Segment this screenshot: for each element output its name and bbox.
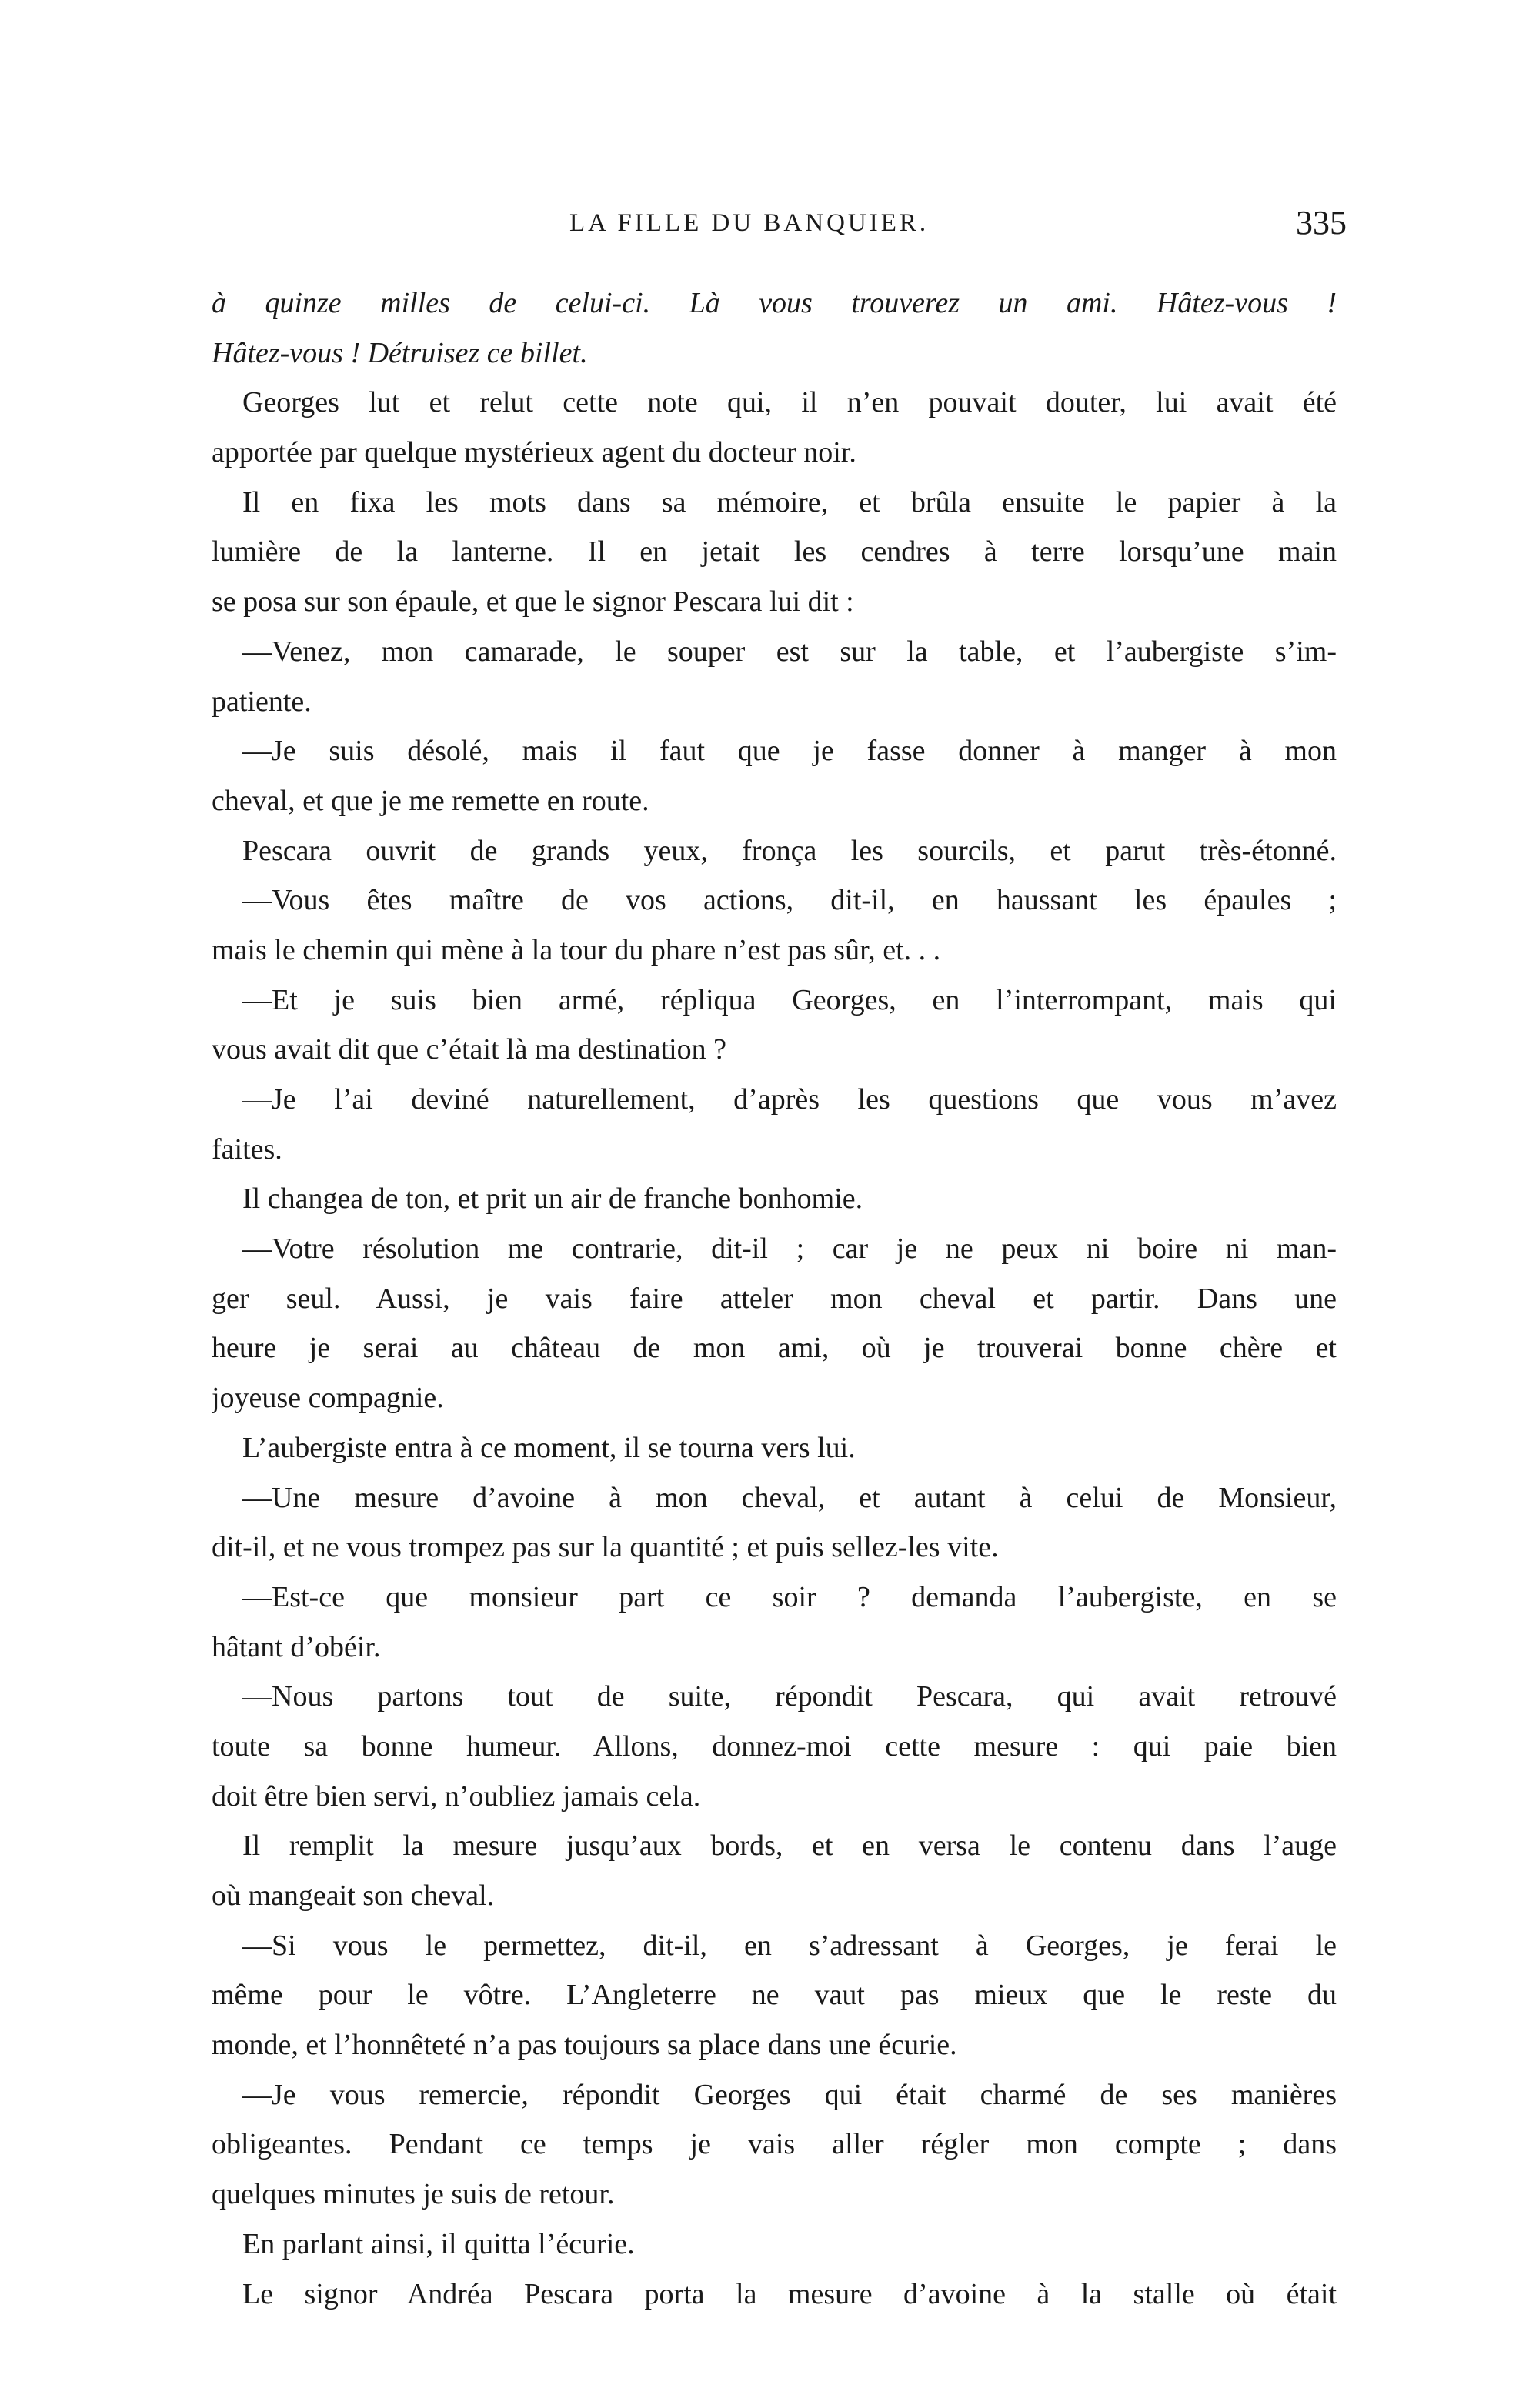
text-line: —Est-ce que monsieur part ce soir ? demanda l’aubergiste, en se [242, 1580, 1337, 1613]
text-line: doit être bien servi, n’oubliez jamais cela. [212, 1779, 701, 1813]
text-line: même pour le vôtre. L’Angleterre ne vaut pas mieux que le reste du [212, 1979, 1337, 2012]
text-line: joyeuse compagnie. [212, 1382, 444, 1415]
text-line: —Votre résolution me contrarie, dit-il ; car je ne peux ni boire ni man- [242, 1232, 1337, 1266]
text-line: Il en fixa les mots dans sa mémoire, et brûla ensuite le papier à la [242, 485, 1337, 519]
text-line: —Vous êtes maître de vos actions, dit-il, en haussant les épaules ; [242, 884, 1337, 917]
text-line: —Je vous remercie, répondit Georges qui était charmé de ses manières [242, 2078, 1337, 2111]
text-line: Georges lut et relut cette note qui, il n’en pouvait douter, lui avait été [242, 386, 1337, 419]
text-line: En parlant ainsi, il quitta l’écurie. [242, 2227, 635, 2260]
text-line: toute sa bonne humeur. Allons, donnez-moi cette mesure : qui paie bien [212, 1729, 1337, 1763]
text-line: cheval, et que je me remette en route. [212, 784, 649, 817]
text-line: monde, et l’honnêteté n’a pas toujours sa place dans une écurie. [212, 2029, 957, 2062]
running-title: LA FILLE DU BANQUIER. [569, 209, 930, 237]
text-line: quelques minutes je suis de retour. [212, 2178, 615, 2211]
text-line: à quinze milles de celui-ci. Là vous trouverez un ami. Hâtez-vous ! [212, 287, 1337, 319]
text-line: Le signor Andréa Pescara porta la mesure d’avoine à la stalle où était [242, 2277, 1337, 2310]
text-line: faites. [212, 1132, 282, 1166]
text-line: lumière de la lanterne. Il en jetait les cendres à terre lorsqu’une main [212, 535, 1337, 569]
text-line: —Si vous le permettez, dit-il, en s’adressant à Georges, je ferai le [242, 1929, 1337, 1962]
text-line: apportée par quelque mystérieux agent du docteur noir. [212, 436, 856, 469]
text-line: patiente. [212, 685, 312, 718]
text-line: Il remplit la mesure jusqu’aux bords, et en versa le contenu dans l’auge [242, 1829, 1337, 1863]
text-line: Il changea de ton, et prit un air de franche bonhomie. [242, 1182, 863, 1216]
text-line: obligeantes. Pendant ce temps je vais aller régler mon compte ; dans [212, 2128, 1337, 2161]
text-line: Pescara ouvrit de grands yeux, fronça les sourcils, et parut très-étonné. [242, 834, 1337, 867]
text-line: ger seul. Aussi, je vais faire atteler mon cheval et partir. Dans une [212, 1282, 1337, 1315]
text-line: —Venez, mon camarade, le souper est sur la table, et l’aubergiste s’im- [242, 635, 1337, 668]
text-line: —Je suis désolé, mais il faut que je fasse donner à manger à mon [242, 735, 1337, 768]
text-line: —Une mesure d’avoine à mon cheval, et autant à celui de Monsieur, [242, 1481, 1337, 1514]
text-line: mais le chemin qui mène à la tour du phare n’est pas sûr, et. . . [212, 933, 941, 966]
text-line: —Et je suis bien armé, répliqua Georges, en l’interrompant, mais qui [242, 983, 1337, 1016]
text-line: se posa sur son épaule, et que le signor Pescara lui dit : [212, 585, 854, 619]
running-head [208, 202, 1347, 248]
body-text [212, 278, 1337, 2319]
page-number: 335 [1296, 204, 1347, 242]
text-line: hâtant d’obéir. [212, 1630, 381, 1663]
text-line: heure je serai au château de mon ami, où je trouverai bonne chère et [212, 1332, 1337, 1365]
text-line: vous avait dit que c’était là ma destination ? [212, 1033, 727, 1066]
text-line: dit-il, et ne vous trompez pas sur la quantité ; et puis sellez-les vite. [212, 1531, 999, 1564]
text-line: —Je l’ai deviné naturellement, d’après les questions que vous m’avez [242, 1083, 1337, 1116]
text-line: où mangeait son cheval. [212, 1879, 495, 1912]
text-line: —Nous partons tout de suite, répondit Pescara, qui avait retrouvé [242, 1680, 1337, 1713]
text-line: L’aubergiste entra à ce moment, il se tourna vers lui. [242, 1431, 856, 1464]
text-line: Hâtez-vous ! Détruisez ce billet. [212, 336, 588, 369]
